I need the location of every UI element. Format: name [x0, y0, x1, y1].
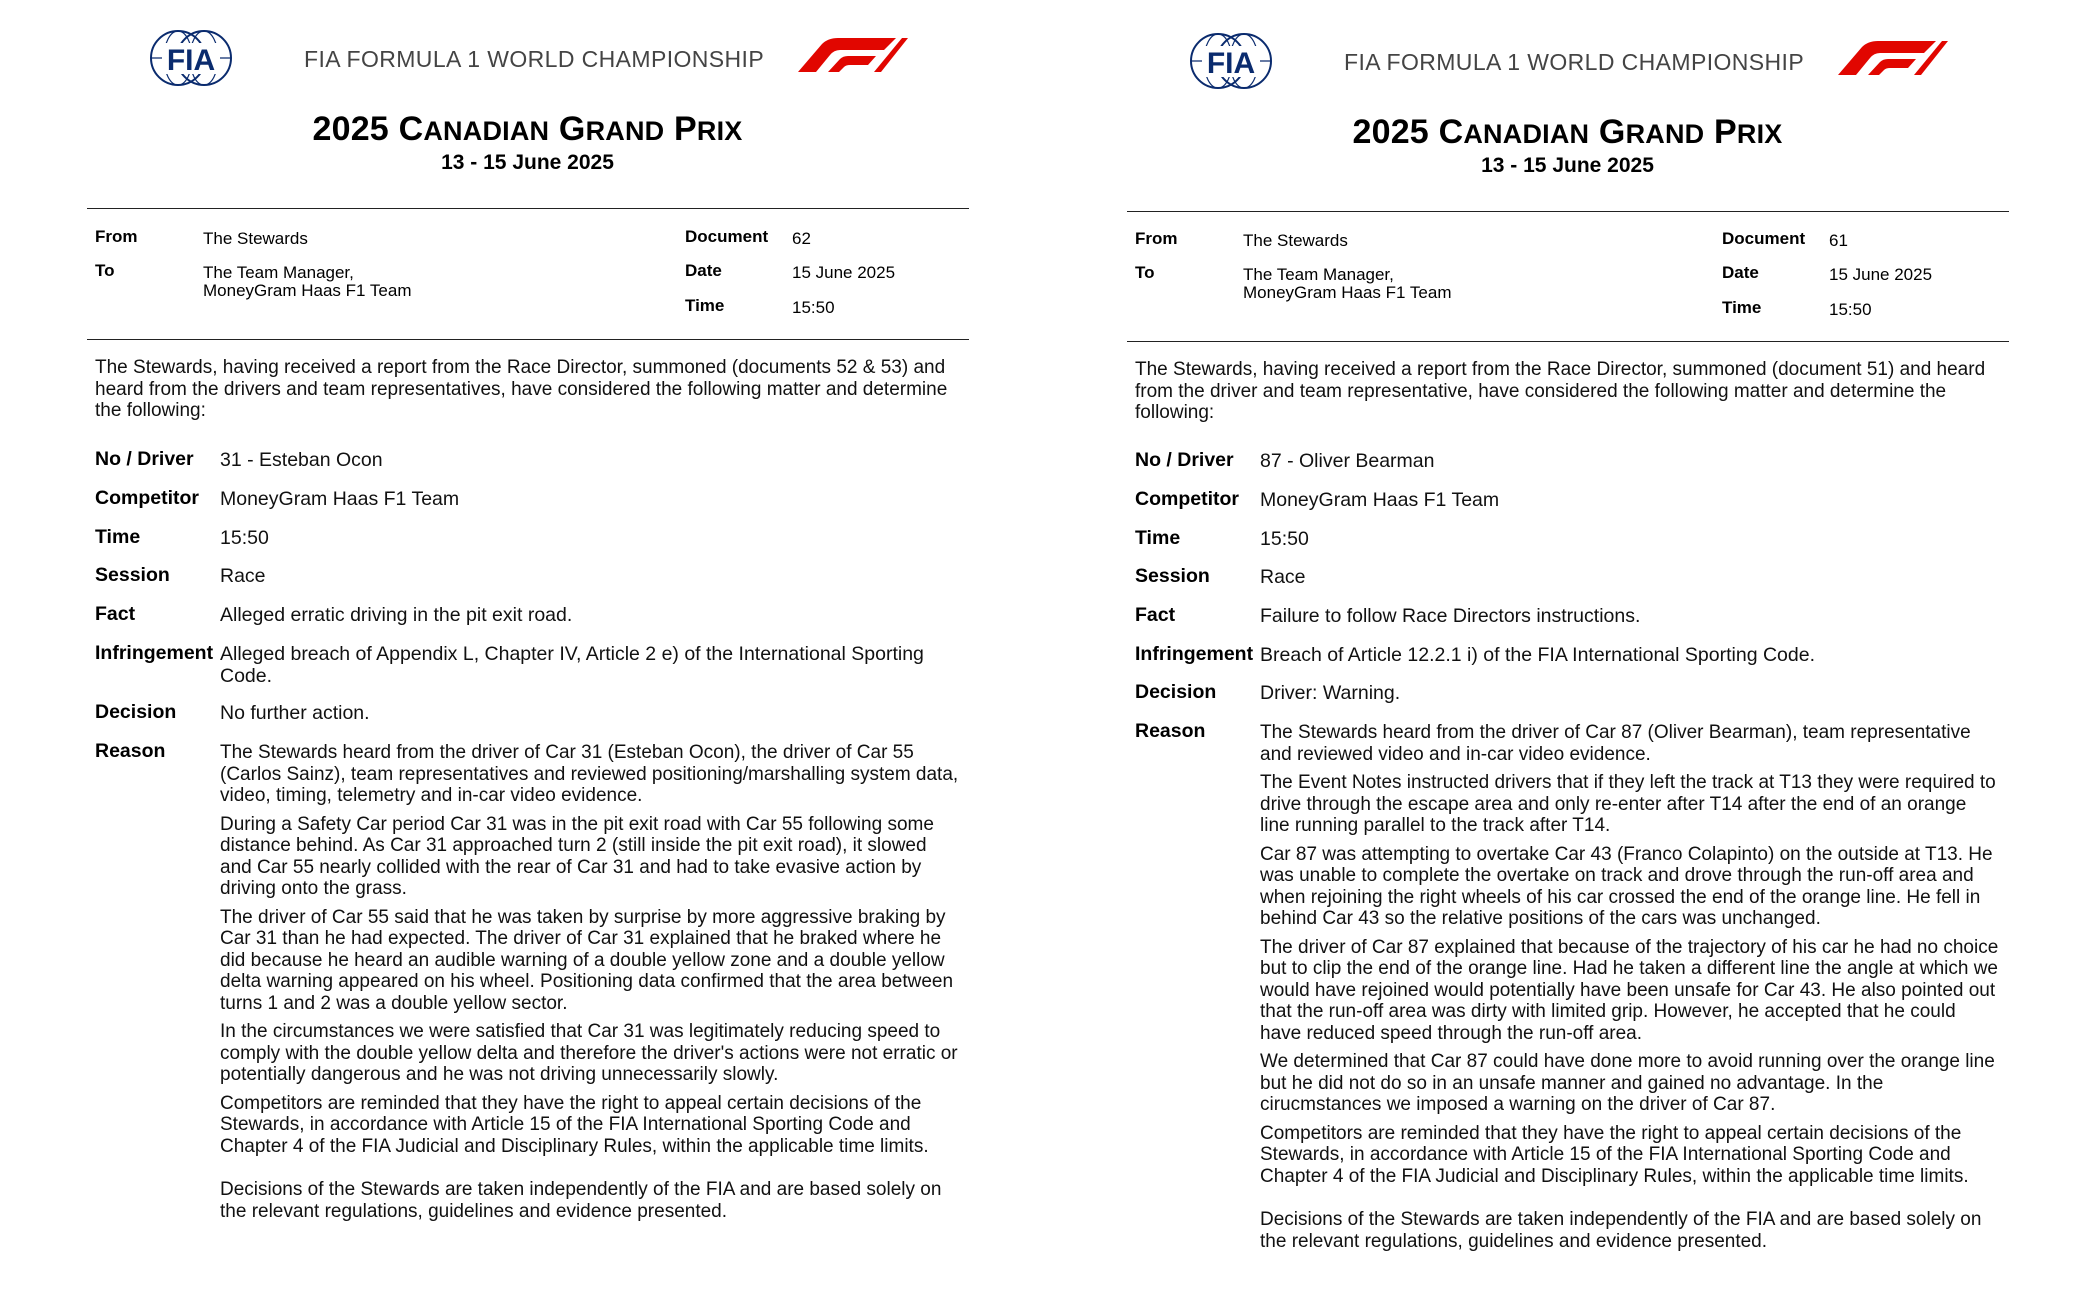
- date-value: 15 June 2025: [1829, 265, 1933, 284]
- fia-logo: [148, 28, 234, 88]
- title-year: 2025: [312, 110, 389, 148]
- title-w3-rest: RIX: [1736, 119, 1783, 149]
- time-value: 15:50: [1829, 300, 1872, 319]
- reason-paragraph-4: In the circumstances we were satisfied that Car 31 was legitimately reducing speed to comply with the double yellow delta and therefore the driver's actions were not erratic or potentially dangerous and he was not driving unnecessarily slowly.: [220, 1021, 958, 1085]
- grand-prix-title: [1040, 113, 2080, 152]
- decision-label: Decision: [1135, 681, 1217, 703]
- closing-statement: Decisions of the Stewards are taken independently of the FIA and are based solely on the relevant regulations, guidelines and evidence presented.: [1260, 1209, 1982, 1252]
- session-label: Session: [95, 564, 170, 586]
- reason-text: [1260, 722, 2000, 1259]
- title-w2-first: G: [558, 110, 586, 148]
- f1-logo-text: F1: [1824, 37, 1826, 38]
- reason-paragraph-2: The Event Notes instructed drivers that if they left the track at T13 they were required to drive through the escape area and only re-enter after T14 after the end of an orange line running parallel to the track after T14.: [1260, 772, 1996, 836]
- closing-statement: Decisions of the Stewards are taken independently of the FIA and are based solely on the relevant regulations, guidelines and evidence presented.: [220, 1179, 942, 1222]
- infringement-value: Breach of Article 12.2.1 i) of the FIA International Sporting Code.: [1260, 644, 1815, 666]
- grand-prix-title: [0, 110, 1055, 149]
- document-label: Document: [685, 227, 769, 246]
- championship-title: FIA FORMULA 1 WORLD CHAMPIONSHIP: [1344, 49, 1805, 75]
- title-year: 2025: [1352, 113, 1429, 151]
- from-value: The Stewards: [203, 229, 308, 248]
- time-field-label: Time: [1135, 527, 1181, 549]
- decision-label: Decision: [95, 701, 177, 723]
- from-label: From: [1135, 229, 1178, 248]
- letterhead: [0, 20, 1000, 90]
- stewards-decision-document-61: [1040, 0, 2040, 1307]
- time-label: Time: [685, 296, 725, 315]
- event-dates: 13 - 15 June 2025: [441, 151, 614, 174]
- intro-paragraph: The Stewards, having received a report from the Race Director, summoned (documents 52 & 53) and heard from the drivers and team representatives, have considered the following matter and determine the following:: [95, 357, 948, 421]
- title-w1-first: C: [1438, 113, 1464, 151]
- to-value-line2: MoneyGram Haas F1 Team: [1243, 283, 1452, 302]
- infringement-label: Infringement: [1135, 643, 1254, 665]
- fact-label: Fact: [1135, 604, 1176, 626]
- header-rule-bottom: [1127, 341, 2009, 342]
- to-label: To: [1135, 263, 1155, 282]
- no-driver-label: No / Driver: [95, 448, 194, 470]
- event-dates: 13 - 15 June 2025: [1481, 154, 1654, 177]
- document-number: 61: [1829, 231, 1848, 250]
- fia-logo-text: FIA: [166, 44, 216, 77]
- title-w1-rest: ANADIAN: [1463, 119, 1590, 149]
- reason-label: Reason: [95, 740, 166, 762]
- to-value-line1: The Team Manager,: [203, 263, 354, 282]
- session-value: Race: [1260, 566, 1306, 588]
- header-rule-bottom: [87, 339, 969, 340]
- decision-value: No further action.: [220, 702, 370, 724]
- to-value-line2: MoneyGram Haas F1 Team: [203, 281, 412, 300]
- title-w2-rest: RAND: [585, 116, 665, 146]
- date-label: Date: [1722, 263, 1759, 282]
- header-rule-top: [1127, 211, 2009, 212]
- no-driver-value: 31 - Esteban Ocon: [220, 449, 383, 471]
- infringement-value: Alleged breach of Appendix L, Chapter IV, Article 2 e) of the International Sporting Code.: [220, 643, 924, 687]
- reason-paragraph-1: The Stewards heard from the driver of Car 31 (Esteban Ocon), the driver of Car 55 (Carlos Sainz), team representatives and reviewed positioning/marshalling system data, video, timing, telemetry and in-car video evidence.: [220, 742, 959, 806]
- f1-logo-text: F1: [784, 34, 786, 35]
- competitor-label: Competitor: [95, 487, 199, 509]
- competitor-value: MoneyGram Haas F1 Team: [220, 488, 460, 510]
- time-field-value: 15:50: [220, 527, 269, 549]
- time-value: 15:50: [792, 298, 835, 317]
- fia-logo-text: FIA: [1206, 47, 1256, 80]
- no-driver-value: 87 - Oliver Bearman: [1260, 450, 1435, 472]
- fact-value: Alleged erratic driving in the pit exit road.: [220, 604, 573, 626]
- time-label: Time: [1722, 298, 1762, 317]
- reason-paragraph-1: The Stewards heard from the driver of Car 87 (Oliver Bearman), team representative and reviewed video and in-car video evidence.: [1260, 722, 1971, 765]
- letterhead: [1040, 23, 2040, 93]
- reason-paragraph-3: Car 87 was attempting to overtake Car 43 (Franco Colapinto) on the outside at T13. He was unable to complete the overtake on track and drove through the run-off area and when rejoining the right wheels of his car crossed the end of the orange line. He fell in behind Car 43 so the relative positions of the cars was unchanged.: [1260, 843, 1993, 929]
- intro-paragraph: The Stewards, having received a report from the Race Director, summoned (document 51) and heard from the driver and team representative, have considered the following matter and determine the following:: [1135, 359, 1986, 423]
- title-w2-rest: RAND: [1625, 119, 1705, 149]
- header-rule-top: [87, 208, 969, 209]
- f1-logo: [1824, 37, 1948, 77]
- reason-paragraph-3: The driver of Car 55 said that he was taken by surprise by more aggressive braking by Car 31 than he had expected. The driver of Car 31 explained that he braked where he did because he heard an audible warning of a double yellow zone and a double yellow delta warning appeared on his wheel. Positioning data confirmed that the area between turns 1 and 2 was a double yellow sector.: [220, 906, 954, 1014]
- to-label: To: [95, 261, 115, 280]
- document-label: Document: [1722, 229, 1806, 248]
- no-driver-label: No / Driver: [1135, 449, 1234, 471]
- fact-value: Failure to follow Race Directors instructions.: [1260, 605, 1641, 627]
- reason-paragraph-5: We determined that Car 87 could have done more to avoid running over the orange line but he did not do so in an unsafe manner and gained no advantage. In the cirucmstances we imposed a warning on the driver of Car 87.: [1260, 1051, 1995, 1115]
- reason-paragraph-5: Competitors are reminded that they have the right to appeal certain decisions of the Stewards, in accordance with Article 15 of the FIA International Sporting Code and Chapter 4 of the FIA Judicial and Disciplinary Rules, within the applicable time limits.: [220, 1092, 929, 1157]
- title-w2-first: G: [1598, 113, 1626, 151]
- from-value: The Stewards: [1243, 231, 1348, 250]
- from-label: From: [95, 227, 138, 246]
- fia-logo: [1188, 31, 1274, 91]
- reason-text: [220, 742, 960, 1229]
- stewards-decision-document-62: [0, 0, 1000, 1307]
- championship-title: FIA FORMULA 1 WORLD CHAMPIONSHIP: [304, 46, 765, 72]
- date-label: Date: [685, 261, 722, 280]
- reason-paragraph-2: During a Safety Car period Car 31 was in the pit exit road with Car 55 following some distance behind. As Car 31 approached turn 2 (still inside the pit exit road), it slowed and Car 55 nearly collided with the rear of Car 31 and had to take evasive action by driving onto the grass.: [220, 813, 934, 899]
- fact-label: Fact: [95, 603, 136, 625]
- competitor-label: Competitor: [1135, 488, 1239, 510]
- reason-paragraph-6: Competitors are reminded that they have the right to appeal certain decisions of the Stewards, in accordance with Article 15 of the FIA International Sporting Code and Chapter 4 of the FIA Judicial and Disciplinary Rules, within the applicable time limits.: [1260, 1122, 1969, 1187]
- title-w3-first: P: [674, 110, 697, 148]
- title-w3-rest: RIX: [696, 116, 743, 146]
- time-field-value: 15:50: [1260, 528, 1309, 550]
- title-w3-first: P: [1714, 113, 1737, 151]
- competitor-value: MoneyGram Haas F1 Team: [1260, 489, 1500, 511]
- title-w1-rest: ANADIAN: [423, 116, 550, 146]
- time-field-label: Time: [95, 526, 141, 548]
- date-value: 15 June 2025: [792, 263, 896, 282]
- to-value-line1: The Team Manager,: [1243, 265, 1394, 284]
- title-w1-first: C: [398, 110, 424, 148]
- infringement-label: Infringement: [95, 642, 214, 664]
- reason-label: Reason: [1135, 720, 1206, 742]
- reason-paragraph-4: The driver of Car 87 explained that because of the trajectory of his car he had no choice but to clip the end of the orange line. Had he taken a different line the angle at which we would have rejoined would potentially have been unsafe for Car 43. He also pointed out that the run-off area was dirty with limited grip. However, he accepted that he could have reduced speed through the run-off area.: [1260, 936, 1999, 1044]
- f1-logo: [784, 34, 908, 74]
- decision-value: Driver: Warning.: [1260, 682, 1401, 704]
- document-number: 62: [792, 229, 811, 248]
- session-value: Race: [220, 565, 266, 587]
- session-label: Session: [1135, 565, 1210, 587]
